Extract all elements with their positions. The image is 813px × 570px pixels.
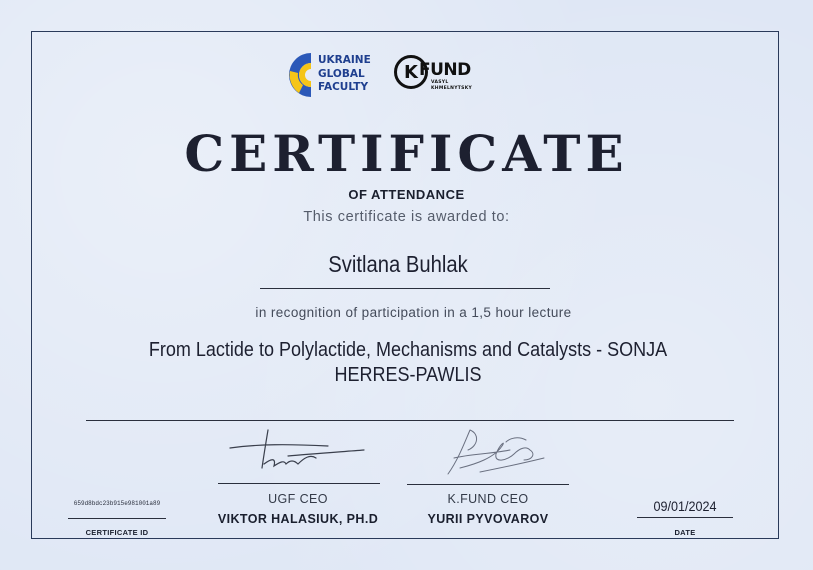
signatory-1-role: UGF CEO <box>268 492 328 506</box>
signatory-2-line <box>407 484 569 485</box>
kfund-subtitle <box>431 80 501 91</box>
recipient-name: Svitlana Buhlak <box>328 251 468 277</box>
date-value: 09/01/2024 <box>653 498 717 514</box>
ugf-line-1: UKRAINE <box>318 54 371 66</box>
signatory-2-role: K.FUND CEO <box>447 492 529 506</box>
lecture-divider <box>86 420 734 421</box>
ugf-emblem-icon <box>287 51 313 99</box>
ugf-logo <box>287 50 377 102</box>
date-label: DATE <box>674 528 696 537</box>
certificate-subtitle: OF ATTENDANCE <box>348 187 465 202</box>
certificate-id-value: 659d8bdc23b915e981001a89 <box>73 500 161 507</box>
kfund-logo <box>394 55 506 95</box>
lecture-title: From Lactide to Polylactide, Mechanisms and Catalysts - SONJA HERRES-PAWLIS <box>148 339 668 386</box>
signatory-1-name: VIKTOR HALASIUK, PH.D <box>217 512 379 526</box>
ugf-wordmark <box>318 54 378 95</box>
signatory-2-name: YURII PYVOVAROV <box>427 512 549 526</box>
ugf-line-2: GLOBAL <box>318 67 365 80</box>
signature-viktor-halasiuk <box>228 424 368 476</box>
certificate-border <box>31 31 779 539</box>
kfund-mark: K <box>404 61 418 83</box>
kfund-word: FUND <box>419 60 471 80</box>
date-line <box>637 517 733 518</box>
ugf-line-3: FACULTY <box>318 81 369 93</box>
recognition-text: in recognition of participation in a 1,5 hour lecture <box>255 305 572 320</box>
signatory-1-line <box>218 483 380 484</box>
awarded-text: This certificate is awarded to: <box>303 209 510 225</box>
certificate-id-label: CERTIFICATE ID <box>85 528 149 537</box>
recipient-underline <box>260 288 550 289</box>
kfund-sub-line-1: VASYL <box>431 80 449 85</box>
certificate-id-line <box>68 518 166 519</box>
signature-yurii-pyvovarov <box>440 424 550 482</box>
certificate-title: CERTIFICATE <box>184 124 629 183</box>
kfund-sub-line-2: KHMELNYTSKY <box>431 85 473 91</box>
